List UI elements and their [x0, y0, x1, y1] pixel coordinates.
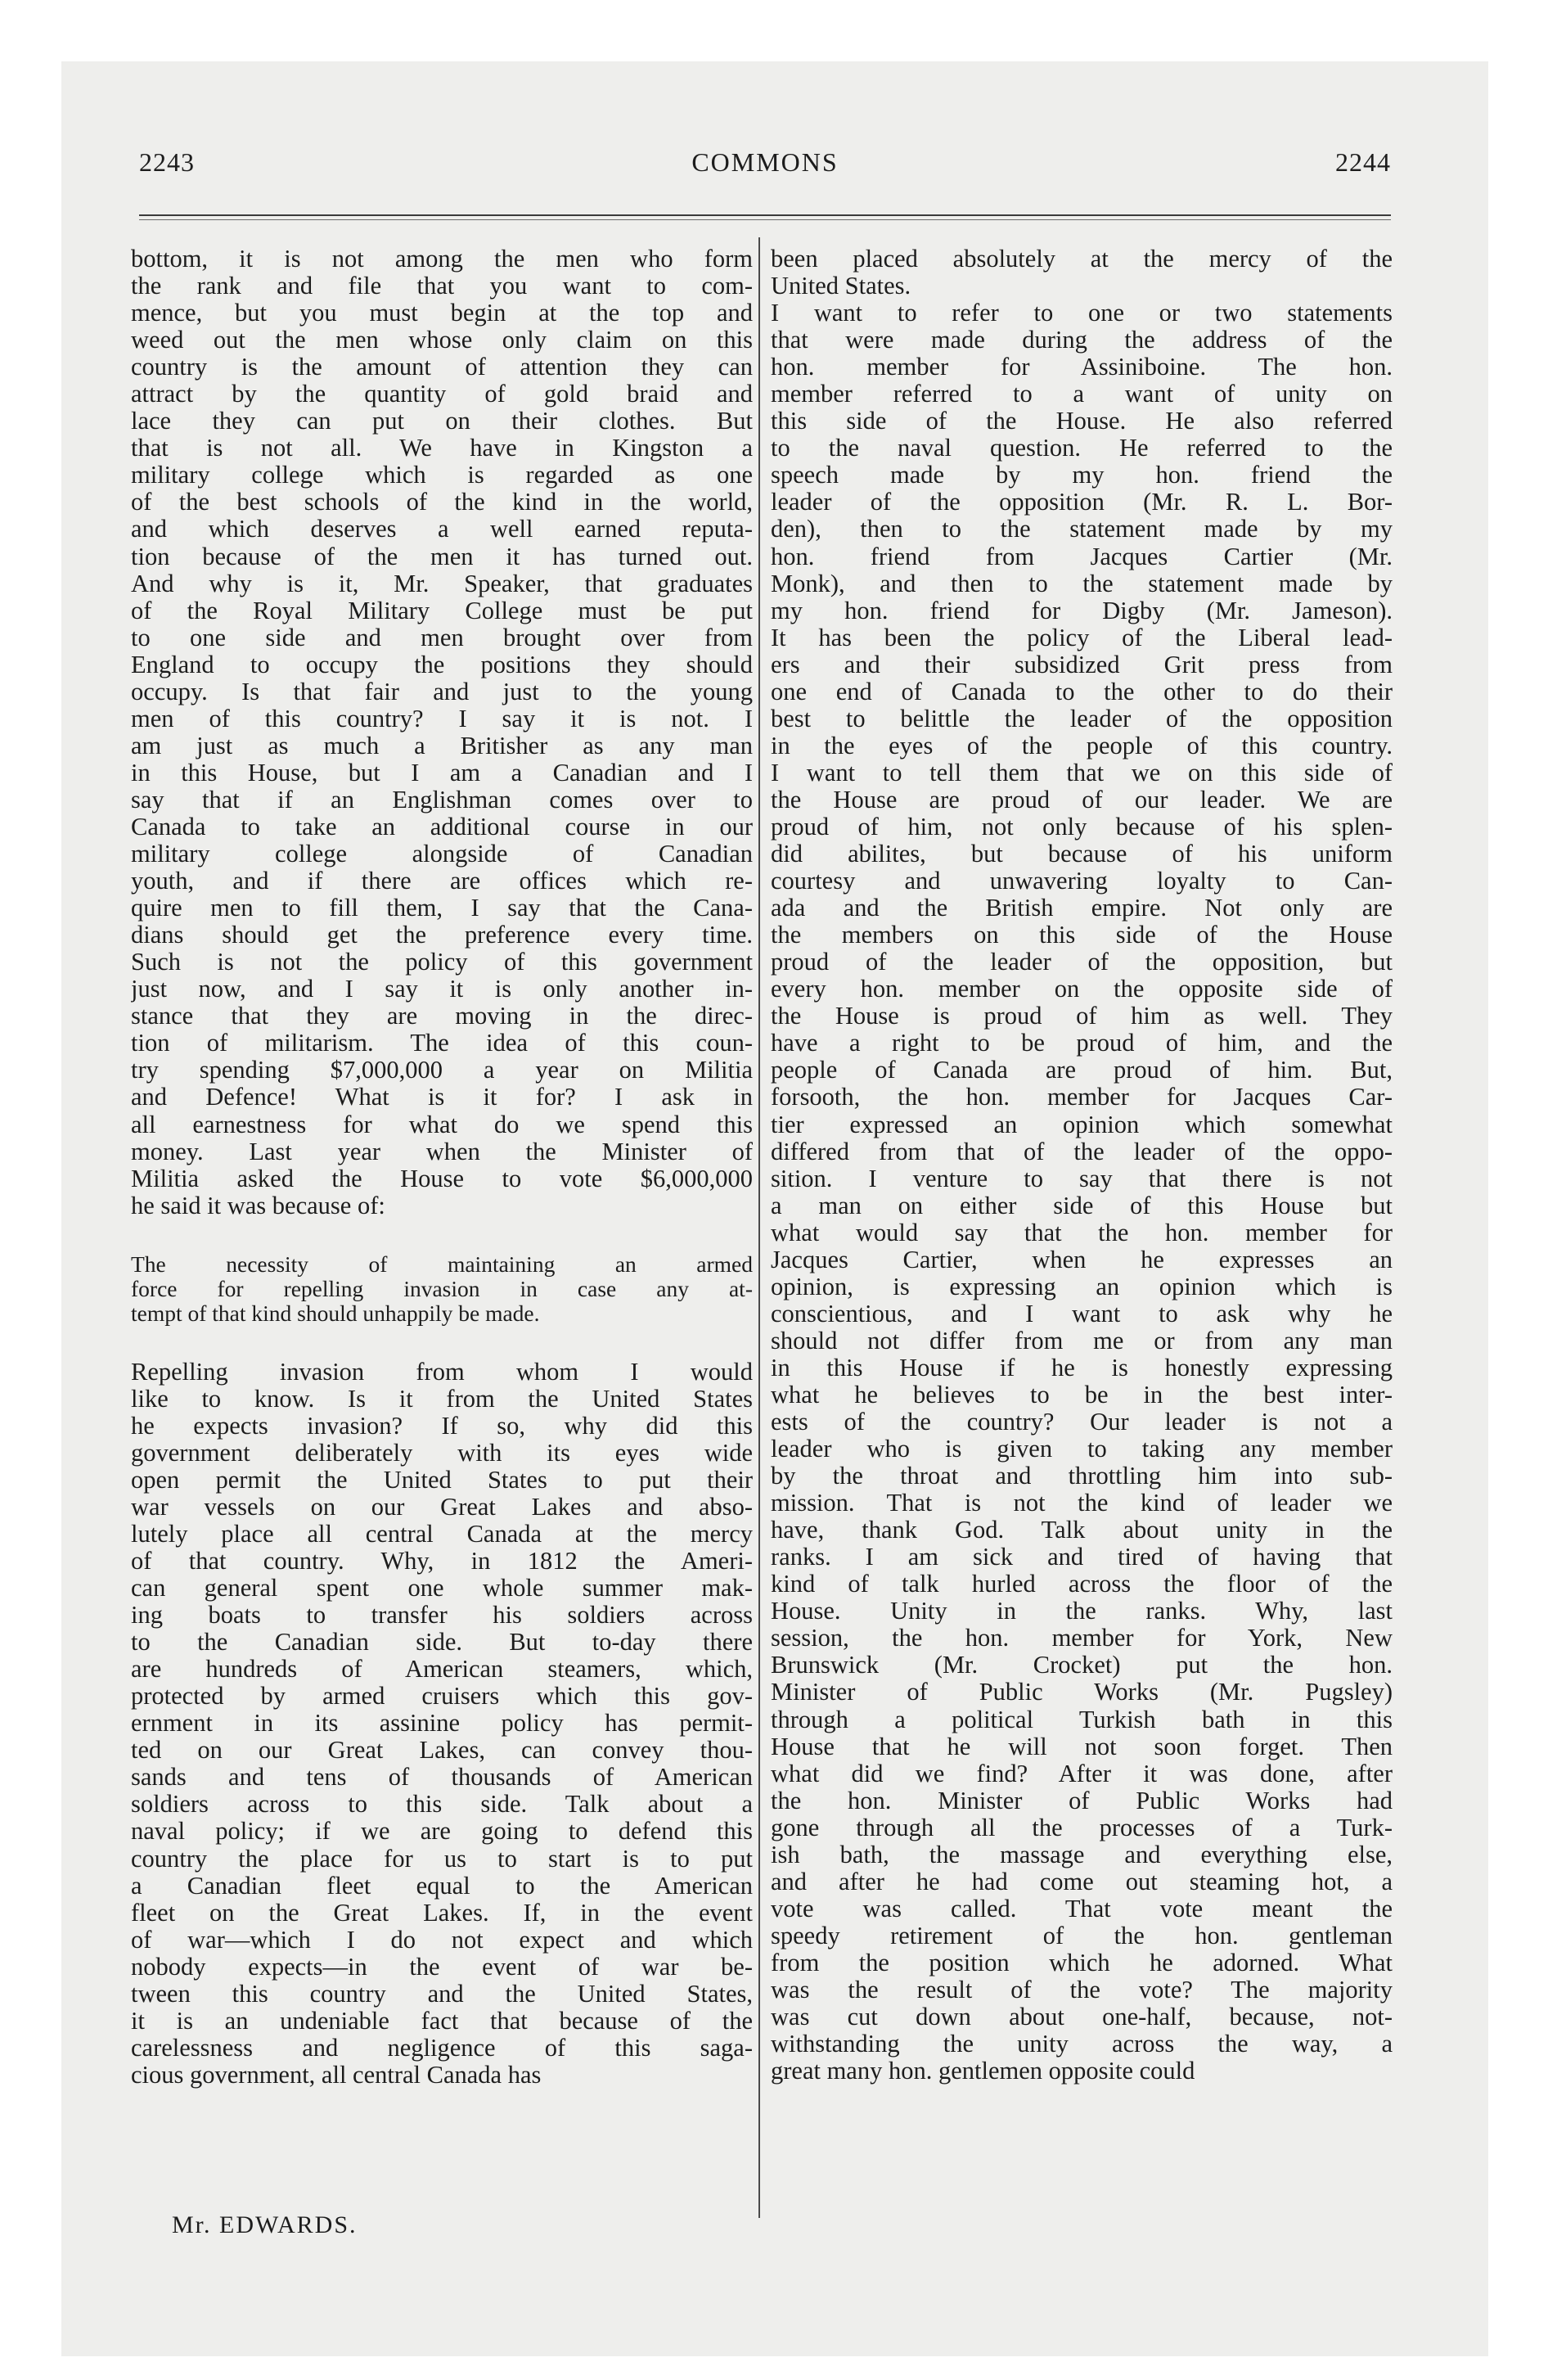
text-line: say that if an Englishman comes over to — [131, 786, 753, 814]
text-line: in this House if he is honestly expressing — [771, 1354, 1393, 1382]
text-line: nobody expects—in the event of war be- — [131, 1953, 753, 1981]
text-line: House that he will not soon forget. Then — [771, 1733, 1393, 1760]
text-line: opinion, is expressing an opinion which is — [771, 1273, 1393, 1300]
text-line: Such is not the policy of this government — [131, 949, 753, 976]
text-line: Canada to take an additional course in our — [131, 813, 753, 841]
text-line: from the position which he adorned. What — [771, 1949, 1393, 1977]
text-line: proud of him, not only because of his splen- — [771, 813, 1393, 841]
text-line: Repelling invasion from whom I would — [131, 1358, 753, 1386]
text-line: cious government, all central Canada has — [131, 2061, 542, 2089]
text-line: United States. — [771, 273, 911, 300]
text-line: a Canadian fleet equal to the American — [131, 1872, 753, 1900]
text-line: try spending $7,000,000 a year on Militia — [131, 1057, 753, 1084]
text-line: money. Last year when the Minister of — [131, 1138, 753, 1165]
text-line: mission. That is not the kind of leader we — [771, 1490, 1393, 1517]
text-line: ranks. I am sick and tired of having that — [771, 1544, 1393, 1571]
text-line: tion of militarism. The idea of this coun- — [131, 1030, 753, 1057]
text-line: country is the amount of attention they can — [131, 354, 753, 381]
text-line: ted on our Great Lakes, can convey thou- — [131, 1737, 753, 1765]
text-line: attract by the quantity of gold braid and — [131, 381, 753, 408]
text-line: Brunswick (Mr. Crocket) put the hon. — [771, 1652, 1393, 1679]
text-line: member referred to a want of unity on — [771, 381, 1393, 408]
text-line: are hundreds of American steamers, which, — [131, 1656, 753, 1684]
text-line: lace they can put on their clothes. But — [131, 408, 753, 435]
text-line: ish bath, the massage and everything else, — [771, 1841, 1393, 1868]
text-line: a man on either side of this House but — [771, 1192, 1393, 1219]
text-line: quire men to fill them, I say that the Cana- — [131, 895, 753, 922]
text-line: force for repelling invasion in case any at- — [131, 1276, 753, 1301]
left-page-number: 2243 — [139, 147, 195, 177]
text-line: sition. I venture to say that there is not — [771, 1165, 1393, 1192]
text-line: great many hon. gentlemen opposite could — [771, 2058, 1195, 2085]
text-line: carelessness and negligence of this saga- — [131, 2034, 753, 2062]
text-line: tween this country and the United States, — [131, 1980, 753, 2008]
text-line: withstanding the unity across the way, a — [771, 2031, 1393, 2058]
text-line: hon. friend from Jacques Cartier (Mr. — [771, 543, 1393, 570]
text-line: government deliberately with its eyes wide — [131, 1439, 753, 1467]
text-line: England to occupy the positions they should — [131, 651, 753, 678]
text-line: been placed absolutely at the mercy of the — [771, 246, 1393, 273]
text-line: ests of the country? Our leader is not a — [771, 1409, 1393, 1436]
text-line: best to belittle the leader of the opposition — [771, 705, 1393, 732]
text-line: speech made by my hon. friend the — [771, 462, 1393, 489]
text-line: The necessity of maintaining an armed — [131, 1251, 753, 1277]
text-line: Minister of Public Works (Mr. Pugsley) — [771, 1679, 1393, 1706]
left-column — [131, 246, 753, 2089]
text-line: that were made during the address of the — [771, 327, 1393, 354]
text-line: what he believes to be in the best inter- — [771, 1381, 1393, 1409]
text-line: of that country. Why, in 1812 the Ameri- — [131, 1548, 753, 1575]
text-line: of the best schools of the kind in the world, — [131, 489, 753, 516]
header-rule — [139, 214, 1391, 216]
text-line: military college alongside of Canadian — [131, 841, 753, 868]
text-line: I want to refer to one or two statements — [771, 300, 1393, 327]
text-line: men of this country? I say it is not. I — [131, 705, 753, 732]
text-line: Militia asked the House to vote $6,000,000 — [131, 1165, 753, 1192]
text-line: mence, but you must begin at the top and — [131, 300, 753, 327]
text-line: am just as much a Britisher as any man — [131, 732, 753, 760]
running-title: COMMONS — [691, 147, 839, 177]
column-divider — [758, 237, 760, 2218]
text-line: of the Royal Military College must be put — [131, 597, 753, 624]
text-line: fleet on the Great Lakes. If, in the event — [131, 1899, 753, 1927]
text-line: House. Unity in the ranks. Why, last — [771, 1598, 1393, 1625]
text-line: what would say that the hon. member for — [771, 1219, 1393, 1246]
text-line: the hon. Minister of Public Works had — [771, 1787, 1393, 1814]
page-header — [139, 147, 1391, 180]
text-line: sands and tens of thousands of American — [131, 1764, 753, 1792]
text-line: and after he had come out steaming hot, a — [771, 1868, 1393, 1895]
text-line: and Defence! What is it for? I ask in — [131, 1084, 753, 1111]
text-line: weed out the men whose only claim on this — [131, 327, 753, 354]
text-line: ada and the British empire. Not only are — [771, 895, 1393, 922]
text-line: to one side and men brought over from — [131, 624, 753, 651]
text-line: speedy retirement of the hon. gentleman — [771, 1922, 1393, 1950]
right-column — [771, 246, 1393, 2085]
text-line: leader of the opposition (Mr. R. L. Bor- — [771, 489, 1393, 516]
text-line: It has been the policy of the Liberal lead- — [771, 624, 1393, 651]
text-line: that is not all. We have in Kingston a — [131, 435, 753, 462]
text-line: stance that they are moving in the direc- — [131, 1003, 753, 1030]
text-line: like to know. Is it from the United States — [131, 1385, 753, 1413]
text-line: was the result of the vote? The majority — [771, 1977, 1393, 2004]
text-line: gone through all the processes of a Turk- — [771, 1814, 1393, 1841]
text-line: country the place for us to start is to put — [131, 1845, 753, 1873]
speaker-name: Mr. EDWARDS. — [172, 2211, 358, 2238]
text-line: hon. member for Assiniboine. The hon. — [771, 354, 1393, 381]
text-line: And why is it, Mr. Speaker, that graduates — [131, 570, 753, 597]
block-quote — [131, 1252, 753, 1326]
text-line: military college which is regarded as one — [131, 462, 753, 489]
text-line: bottom, it is not among the men who form — [131, 246, 753, 273]
text-line: the House is proud of him as well. They — [771, 1003, 1393, 1030]
text-line: ing boats to transfer his soldiers across — [131, 1602, 753, 1629]
text-line: differed from that of the leader of the oppo- — [771, 1138, 1393, 1165]
text-line: one end of Canada to the other to do their — [771, 678, 1393, 705]
text-line: occupy. Is that fair and just to the young — [131, 678, 753, 705]
text-line: protected by armed cruisers which this gov- — [131, 1683, 753, 1711]
text-line: dians should get the preference every time. — [131, 922, 753, 949]
text-line: to the naval question. He referred to the — [771, 435, 1393, 462]
text-line: lutely place all central Canada at the mercy — [131, 1520, 753, 1548]
text-line: tion because of the men it has turned out. — [131, 543, 753, 570]
text-line: naval policy; if we are going to defend this — [131, 1818, 753, 1846]
text-line: this side of the House. He also referred — [771, 408, 1393, 435]
text-line: soldiers across to this side. Talk about a — [131, 1791, 753, 1819]
text-line: and which deserves a well earned reputa- — [131, 516, 753, 543]
text-line: just now, and I say it is only another in- — [131, 976, 753, 1003]
text-line: vote was called. That vote meant the — [771, 1895, 1393, 1922]
paragraph — [771, 246, 1393, 300]
text-line: Monk), and then to the statement made by — [771, 570, 1393, 597]
paragraph — [131, 246, 753, 1219]
right-page-number: 2244 — [1335, 147, 1391, 177]
text-line: I want to tell them that we on this side of — [771, 759, 1393, 787]
text-line: should not differ from me or from any man — [771, 1327, 1393, 1355]
text-line: he expects invasion? If so, why did this — [131, 1412, 753, 1440]
text-line: leader who is given to taking any member — [771, 1436, 1393, 1463]
text-line: people of Canada are proud of him. But, — [771, 1057, 1393, 1084]
text-line: ers and their subsidized Grit press from — [771, 651, 1393, 678]
text-line: to the Canadian side. But to-day there — [131, 1629, 753, 1657]
text-line: Jacques Cartier, when he expresses an — [771, 1246, 1393, 1273]
text-line: the rank and file that you want to com- — [131, 273, 753, 300]
text-line: what did we find? After it was done, after — [771, 1760, 1393, 1787]
text-line: war vessels on our Great Lakes and abso- — [131, 1493, 753, 1521]
text-line: ernment in its assinine policy has permit- — [131, 1710, 753, 1738]
text-line: conscientious, and I want to ask why he — [771, 1300, 1393, 1327]
text-line: open permit the United States to put their — [131, 1466, 753, 1494]
text-line: it is an undeniable fact that because of the — [131, 2007, 753, 2035]
paragraph — [131, 1359, 753, 2089]
text-line: tempt of that kind should unhappily be made. — [131, 1300, 540, 1326]
text-line: through a political Turkish bath in this — [771, 1706, 1393, 1733]
paragraph — [771, 300, 1393, 2085]
text-line: every hon. member on the opposite side of — [771, 976, 1393, 1003]
text-line: have a right to be proud of him, and the — [771, 1030, 1393, 1057]
text-line: my hon. friend for Digby (Mr. Jameson). — [771, 597, 1393, 624]
text-line: all earnestness for what do we spend this — [131, 1111, 753, 1138]
text-line: by the throat and throttling him into sub- — [771, 1463, 1393, 1490]
text-line: in this House, but I am a Canadian and I — [131, 759, 753, 787]
text-line: have, thank God. Talk about unity in the — [771, 1517, 1393, 1544]
text-line: kind of talk hurled across the floor of the — [771, 1571, 1393, 1598]
text-line: tier expressed an opinion which somewhat — [771, 1111, 1393, 1138]
text-line: the House are proud of our leader. We are — [771, 786, 1393, 814]
text-line: youth, and if there are offices which re- — [131, 868, 753, 895]
text-line: in the eyes of the people of this country. — [771, 732, 1393, 760]
text-line: did abilites, but because of his uniform — [771, 841, 1393, 868]
text-line: courtesy and unwavering loyalty to Can- — [771, 868, 1393, 895]
text-line: session, the hon. member for York, New — [771, 1625, 1393, 1652]
text-line: forsooth, the hon. member for Jacques Car- — [771, 1084, 1393, 1111]
text-line: was cut down about one-half, because, not- — [771, 2004, 1393, 2031]
text-line: the members on this side of the House — [771, 922, 1393, 949]
text-line: of war—which I do not expect and which — [131, 1926, 753, 1954]
text-line: he said it was because of: — [131, 1192, 385, 1219]
text-line: proud of the leader of the opposition, but — [771, 949, 1393, 976]
text-line: can general spent one whole summer mak- — [131, 1575, 753, 1602]
text-line: den), then to the statement made by my — [771, 516, 1393, 543]
